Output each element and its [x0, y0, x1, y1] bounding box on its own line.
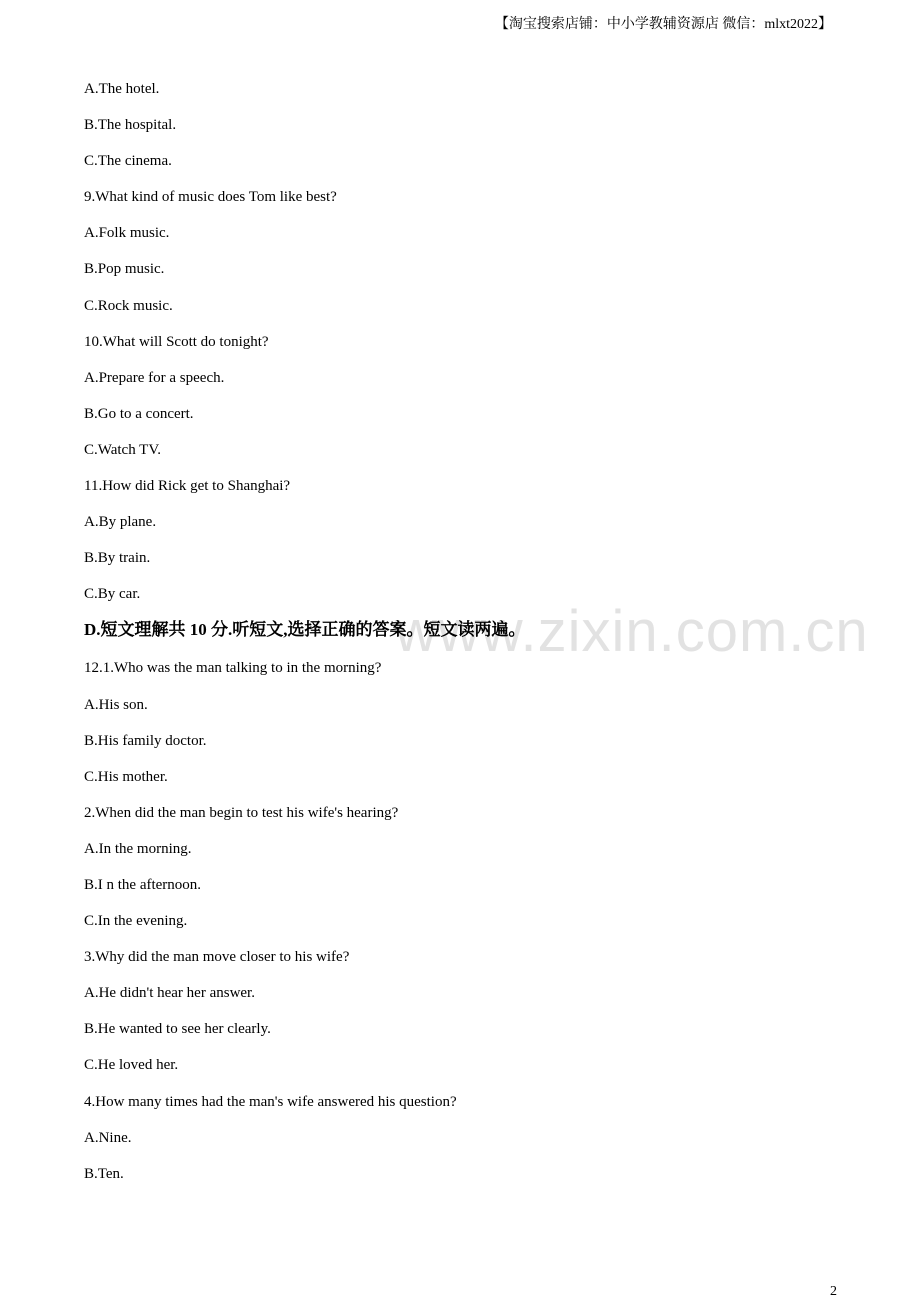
option-line: C.Rock music. — [84, 297, 173, 314]
question-line: 3.Why did the man move closer to his wife? — [84, 949, 350, 966]
question-line: 2.When did the man begin to test his wife's hearing? — [84, 804, 399, 821]
option-line: C.He loved her. — [84, 1057, 179, 1074]
option-line: A.Folk music. — [84, 225, 170, 242]
option-line: A.His son. — [84, 696, 148, 713]
section-heading: D.短文理解共 10 分.听短文,选择正确的答案。短文读两遍。 — [84, 620, 526, 640]
option-line: A.He didn't hear her answer. — [84, 985, 255, 1002]
option-line: B.Ten. — [84, 1165, 124, 1182]
option-line: B.His family doctor. — [84, 732, 207, 749]
option-line: C.The cinema. — [84, 153, 172, 170]
header-note: 【淘宝搜索店铺：中小学教辅资源店 微信：mlxt2022】 — [494, 17, 832, 32]
watermark: www.zixin.com.cn — [395, 599, 869, 664]
option-line: C.His mother. — [84, 768, 168, 785]
option-line: C.Watch TV. — [84, 441, 161, 458]
question-line: 12.1.Who was the man talking to in the morning? — [84, 660, 382, 677]
option-line: B.He wanted to see her clearly. — [84, 1021, 271, 1038]
question-line: 4.How many times had the man's wife answered his question? — [84, 1093, 457, 1110]
question-line: 10.What will Scott do tonight? — [84, 333, 269, 350]
option-line: B.By train. — [84, 550, 151, 567]
option-line: A.The hotel. — [84, 81, 160, 97]
option-line: C.By car. — [84, 586, 141, 603]
option-line: C.In the evening. — [84, 913, 188, 930]
question-line: 9.What kind of music does Tom like best? — [84, 189, 337, 206]
document-body — [84, 78, 844, 1199]
option-line: A.By plane. — [84, 514, 157, 531]
option-line: B.The hospital. — [84, 117, 177, 134]
option-line: B.Pop music. — [84, 261, 165, 278]
option-line: A.In the morning. — [84, 840, 192, 857]
question-line: 11.How did Rick get to Shanghai? — [84, 478, 291, 495]
option-line: B.Go to a concert. — [84, 405, 194, 422]
option-line: A.Prepare for a speech. — [84, 369, 225, 386]
option-line: B.I n the afternoon. — [84, 876, 202, 893]
option-line: A.Nine. — [84, 1129, 132, 1146]
page-number: 2 — [830, 1284, 837, 1299]
